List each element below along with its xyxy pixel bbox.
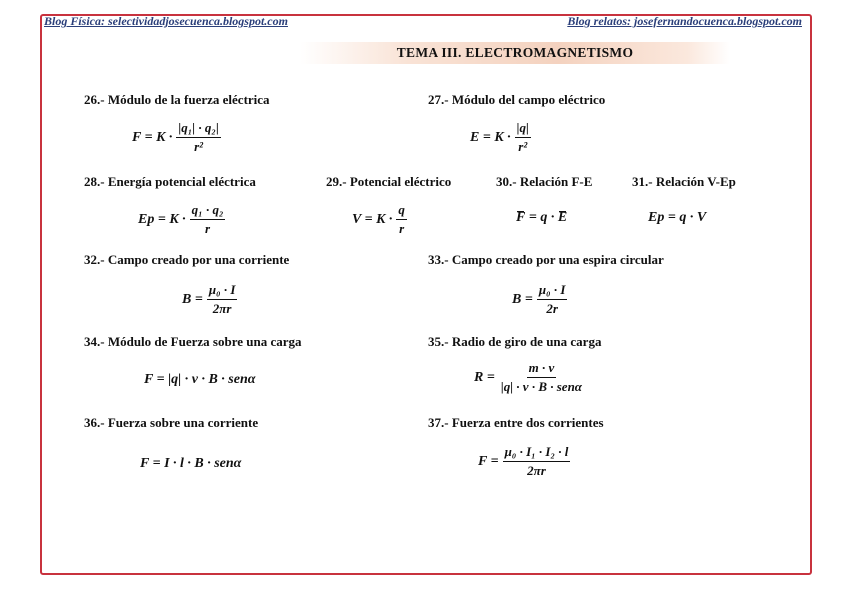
header-left-blog[interactable]: Blog Física: selectividadjosecuenca.blogspot.com: [44, 14, 288, 28]
item-27-numerator: |q|: [515, 120, 531, 138]
page-title: TEMA III. ELECTROMAGNETISMO: [300, 42, 730, 64]
item-29-label: 29.- Potencial eléctrico: [326, 174, 452, 189]
item-27-fraction: [515, 120, 531, 155]
item-32-formula: [182, 282, 237, 317]
item-30-field-vector: E: [557, 210, 568, 225]
header-right-blog[interactable]: Blog relatos: josefernandocuenca.blogspot.com: [567, 14, 802, 28]
item-29-denominator: r: [399, 221, 405, 236]
item-33-lhs: B =: [512, 291, 533, 307]
item-29-fraction: [396, 202, 407, 237]
item-27-formula: [470, 120, 531, 155]
item-36-label: 36.- Fuerza sobre una corriente: [84, 415, 259, 430]
item-26-denominator: r²: [194, 139, 204, 154]
item-35-numerator: m · v: [527, 360, 557, 378]
item-26-formula: [132, 120, 221, 155]
item-35-fraction: [499, 360, 584, 395]
item-34-formula: F = |q| · v · B · senα: [144, 372, 256, 387]
item-29-numerator: q: [396, 202, 407, 220]
item-37-fraction: [503, 444, 571, 479]
item-35-label: 35.- Radio de giro de una carga: [428, 334, 602, 349]
item-33-denominator: 2r: [546, 301, 558, 316]
item-29-lhs: V = K ·: [352, 211, 393, 227]
item-35-denominator: |q| · v · B · senα: [500, 379, 582, 394]
item-33-label: 33.- Campo creado por una espira circular: [428, 252, 664, 267]
item-37-denominator: 2πr: [527, 463, 546, 478]
item-32-lhs: B =: [182, 291, 203, 307]
item-35-formula: [474, 360, 584, 395]
item-33-formula: [512, 282, 567, 317]
item-27-denominator: r²: [518, 139, 528, 154]
item-37-numerator: μ₀ · I₁ · I₂ · l: [503, 444, 571, 462]
item-28-lhs: Ep = K ·: [138, 211, 186, 227]
item-30-force-vector: F: [516, 210, 526, 225]
item-37-label: 37.- Fuerza entre dos corrientes: [428, 415, 604, 430]
item-26-lhs: F = K ·: [132, 129, 173, 145]
item-31-label: 31.- Relación V-Ep: [632, 174, 736, 189]
item-30-label: 30.- Relación F-E: [496, 174, 593, 189]
item-29-formula: [352, 202, 407, 237]
item-36-formula: F = I · l · B · senα: [140, 456, 242, 471]
item-28-denominator: r: [205, 221, 211, 236]
item-32-denominator: 2πr: [212, 301, 232, 316]
item-32-numerator: μ₀ · I: [207, 282, 238, 300]
item-26-label: 26.- Módulo de la fuerza eléctrica: [84, 92, 270, 107]
item-33-fraction: [537, 282, 568, 317]
item-33-numerator: μ₀ · I: [537, 282, 568, 300]
item-28-numerator: q₁ · q₂: [190, 202, 226, 220]
item-27-lhs: E = K ·: [470, 129, 511, 145]
item-28-label: 28.- Energía potencial eléctrica: [84, 174, 256, 189]
item-27-label: 27.- Módulo del campo eléctrico: [428, 92, 606, 107]
item-30-middle: = q ·: [525, 210, 558, 225]
item-31-formula: Ep = q · V: [648, 210, 707, 225]
item-30-formula: [516, 210, 567, 226]
item-35-lhs: R =: [474, 369, 495, 385]
item-26-fraction: [176, 120, 220, 155]
item-28-fraction: [190, 202, 226, 237]
item-28-formula: [138, 202, 225, 237]
item-32-label: 32.- Campo creado por una corriente: [84, 252, 290, 267]
item-34-label: 34.- Módulo de Fuerza sobre una carga: [84, 334, 302, 349]
item-37-formula: [478, 444, 570, 479]
item-37-lhs: F =: [478, 453, 499, 469]
item-32-fraction: [207, 282, 238, 317]
item-26-numerator: |q₁| · q₂|: [176, 120, 220, 138]
